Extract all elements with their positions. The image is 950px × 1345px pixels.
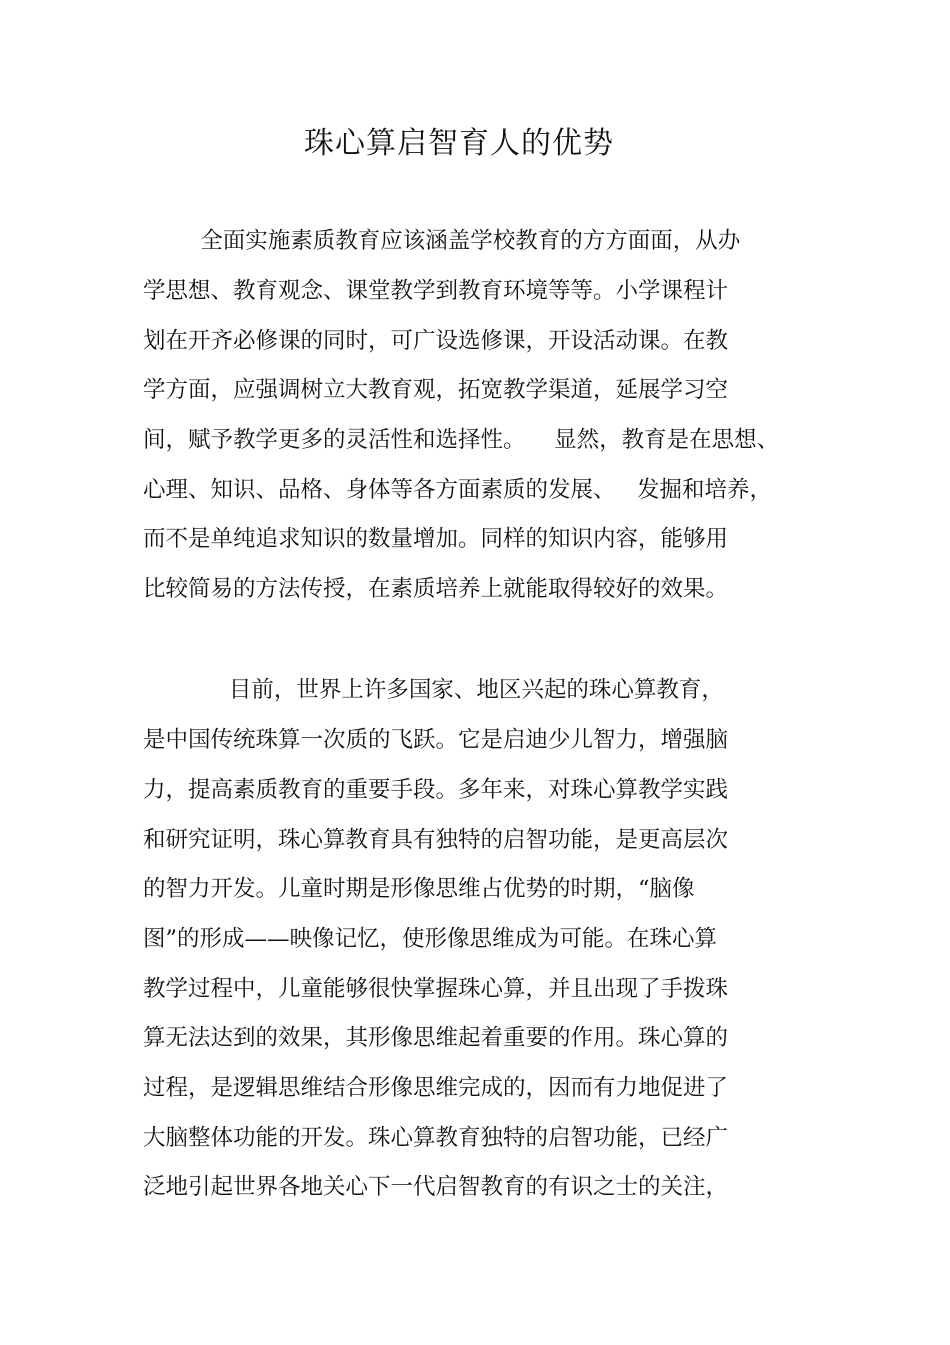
paragraph-line: 和研究证明，珠心算教育具有独特的启智功能，是更高层次 [143, 827, 729, 853]
paragraph-line: 全面实施素质教育应该涵盖学校教育的方方面面，从办 [143, 228, 741, 254]
paragraph-line: 过程，是逻辑思维结合形像思维完成的，因而有力地促进了 [143, 1075, 729, 1101]
paragraph-line: 学方面，应强调树立大教育观，拓宽教学渠道，延展学习空 [143, 377, 729, 403]
paragraph-line: 大脑整体功能的开发。珠心算教育独特的启智功能，已经广 [143, 1125, 729, 1151]
paragraph-line: 学思想、教育观念、课堂教学到教育环境等等。小学课程计 [143, 278, 729, 304]
paragraph-line: 划在开齐必修课的同时，可广设选修课，开设活动课。在教 [143, 328, 729, 354]
paragraph-line: 而不是单纯追求知识的数量增加。同样的知识内容，能够用 [143, 526, 729, 552]
paragraph-line: 是中国传统珠算一次质的飞跃。它是启迪少儿智力，增强脑 [143, 727, 729, 753]
paragraph-line: 的智力开发。儿童时期是形像思维占优势的时期，“脑像 [143, 876, 695, 902]
document-title: 珠心算启智育人的优势 [304, 126, 614, 161]
paragraph-line: 图”的形成——映像记忆，使形像思维成为可能。在珠心算 [143, 926, 718, 952]
paragraph-line: 心理、知识、品格、身体等各方面素质的发展、 发掘和培养， [143, 477, 772, 503]
paragraph-line: 教学过程中，儿童能够很快掌握珠心算，并且出现了手拨珠 [143, 976, 729, 1002]
paragraph-line: 间，赋予教学更多的灵活性和选择性。 显然，教育是在思想、 [143, 427, 780, 453]
paragraph-line: 比较简易的方法传授，在素质培养上就能取得较好的效果。 [143, 576, 729, 602]
paragraph-line: 泛地引起世界各地关心下一代启智教育的有识之士的关注， [143, 1174, 729, 1200]
paragraph-line: 力，提高素质教育的重要手段。多年来，对珠心算教学实践 [143, 777, 729, 803]
paragraph-line: 算无法达到的效果，其形像思维起着重要的作用。珠心算的 [143, 1025, 729, 1051]
paragraph-line: 目前，世界上许多国家、地区兴起的珠心算教育， [143, 677, 724, 703]
